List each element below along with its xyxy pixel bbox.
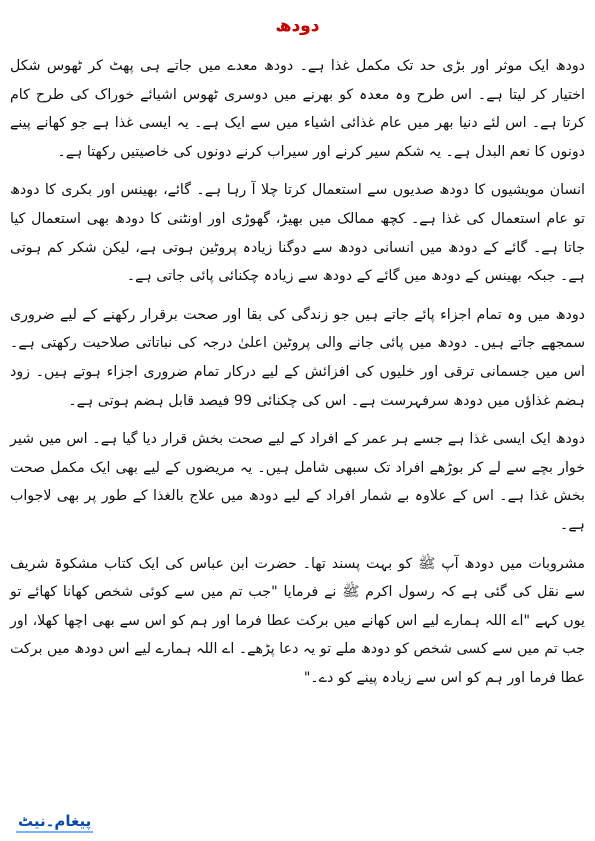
source-logo: پیغام۔نیٹ xyxy=(16,812,93,833)
title-text: دودھ xyxy=(275,16,320,36)
paragraph-1: دودھ ایک موثر اور بڑی حد تک مکمل غذا ہے۔ دودھ معدے میں جاتے ہی پھٹ کر ٹھوس شکل اختیار کر لیتا ہے۔ اس طرح وہ معدہ کو بھرنے میں دوسری ٹھوس اشیائے خوراک کی طرح کام کرتا ہے۔ اس لئے دنیا بھر میں عام غذائی اشیاء میں سے ایک ہے۔ یہ ایسی غذا ہے جو کھانے پینے دونوں کا نعم البدل ہے۔ یہ شکم سیر کرنے اور سیراب کرنے دونوں کی خاصیتیں رکھتا ہے۔ xyxy=(10,58,585,160)
page-title xyxy=(0,16,595,36)
paragraph-4: دودھ ایک ایسی غذا ہے جسے ہر عمر کے افراد کے لیے صحت بخش قرار دیا گیا ہے۔ اس میں شیر خوار بچے سے لے کر بوڑھے افراد تک سبھی شامل ہیں۔ یہ مریضوں کے لیے بھی ایک مکمل صحت بخش غذا ہے۔ اس کے علاوہ بے شمار افراد کے لیے دودھ میں علاج بالغذا کے طور پر بھی لاجواب ہے۔ xyxy=(10,431,585,533)
paragraph-3: دودھ میں وہ تمام اجزاء پائے جاتے ہیں جو زندگی کی بقا اور صحت برقرار رکھنے کے لیے ضروری سمجھے جاتے ہیں۔ دودھ میں پائی جانے والی پروٹین اعلیٰ درجہ کی نباتاتی صلاحیت رکھتی ہے۔ اس میں جسمانی ترقی اور خلیوں کی افزائش کے لیے درکار تمام ضروری اجزاء ہوتے ہیں۔ زود ہضم غذاؤں میں دودھ سرفہرست ہے۔ اس کی چکنائی 99 فیصد قابل ہضم ہوتی ہے۔ xyxy=(10,306,585,409)
paragraph-5: مشروبات میں دودھ آپ ﷺ کو بہت پسند تھا۔ حضرت ابن عباس کی ایک کتاب مشکوۃ شریف سے نقل کی گئی ہے کہ رسول اکرم ﷺ نے فرمایا "جب تم میں سے کوئی شخص کھانا کھائے تو یوں کہے "اے اللہ ہمارے لیے اس کھانے میں برکت عطا فرما اور ہم کو اس سے بھی اچھا کھلا، اور جب تم میں سے کسی شخص کو دودھ ملے تو یہ دعا پڑھے۔ اے اللہ ہمارے لیے اس دودھ میں برکت عطا فرما اور ہم کو اس سے زیادہ پینے کو دے۔" xyxy=(10,555,585,686)
paragraph-2: انسان مویشیوں کا دودھ صدیوں سے استعمال کرتا چلا آ رہا ہے۔ گائے، بھینس اور بکری کا دودھ تو عام استعمال کی غذا ہے۔ کچھ ممالک میں بھیڑ، گھوڑی اور اونٹنی کا دودھ بھی استعمال کیا جاتا ہے۔ گائے کے دودھ میں انسانی دودھ سے دوگنا زیادہ پروٹین ہوتی ہے، لیکن شکر کم ہوتی ہے۔ جبکہ بھینس کے دودھ میں گائے کے دودھ سے زیادہ چکنائی پائی جاتی ہے۔ xyxy=(10,182,585,285)
article-body xyxy=(10,52,585,702)
